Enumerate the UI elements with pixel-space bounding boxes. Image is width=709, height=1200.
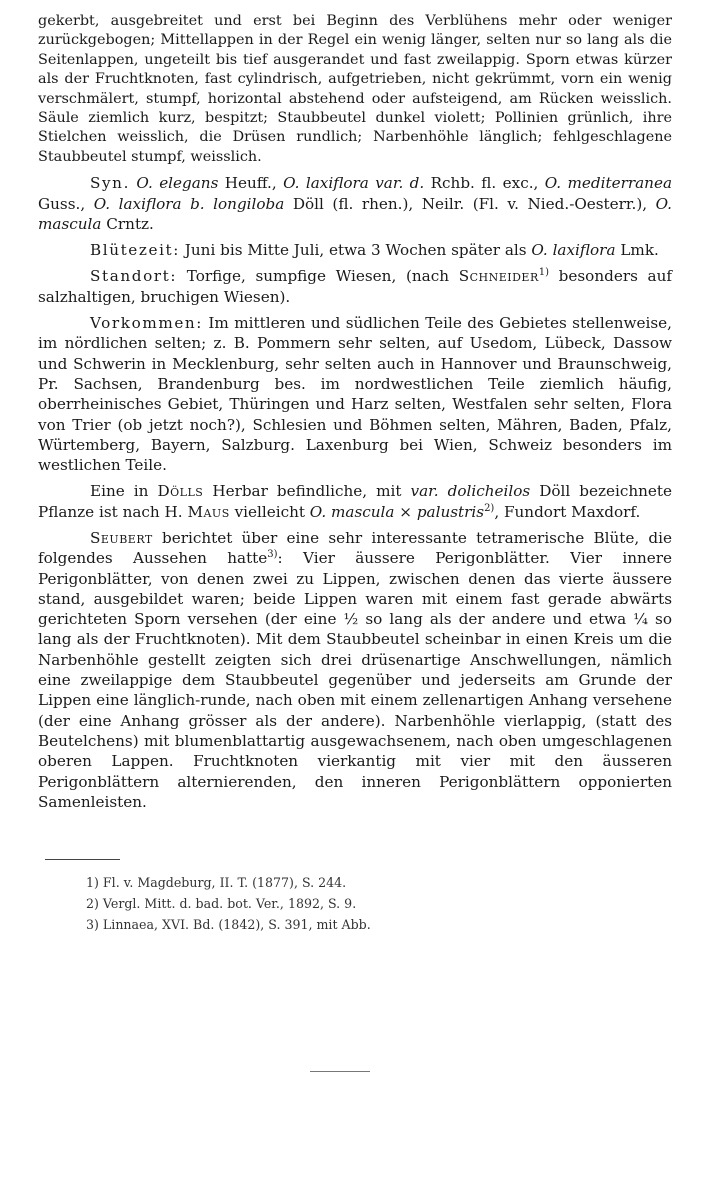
footnote-2: 2) Vergl. Mitt. d. bad. bot. Ver., 1892, S. 9. xyxy=(86,896,357,911)
flowering-end: Lmk. xyxy=(615,241,659,260)
herbarium-paragraph xyxy=(38,481,672,522)
synonym-text: Heuff., xyxy=(218,174,284,193)
footnote-ref: 1) xyxy=(538,267,549,279)
synonym-text: Guss., xyxy=(38,194,94,213)
footnote-1: 1) Fl. v. Magdeburg, II. T. (1877), S. 244. xyxy=(86,875,347,890)
occurrence-paragraph xyxy=(38,313,672,475)
habitat-label: Standort: xyxy=(90,267,178,286)
footnote-3: 3) Linnaea, XVI. Bd. (1842), S. 391, mit Abb. xyxy=(86,917,371,932)
herbarium-text: Herbar befindliche, mit xyxy=(203,482,411,501)
herbarium-text: Eine in xyxy=(90,482,158,501)
synonym-text: Rchb. fl. exc., xyxy=(424,174,545,193)
flowering-label: Blütezeit: xyxy=(90,241,180,260)
flowering-paragraph xyxy=(38,240,672,260)
synonym-text: Döll (fl. rhen.), Neilr. (Fl. v. Nied.-Oesterr.), xyxy=(284,194,656,213)
herbarium-text: , Fundort Maxdorf. xyxy=(494,502,641,521)
seubert-text: : Vier äussere Perigonblätter. Vier innere Perigonblätter, von denen zwei zu Lippen, zwischen denen das vierte äussere stand, ausgebildet waren; beide Lippen waren mit einem fast gerade abwärts gerichteten Sporn versehen (der eine ½ so lang als der andere und etwa ¼ so lang als der Fruchtknoten). Mit dem Staubbeutel scheinbar in einen Kreis um die Narbenhöhle gestellt zeigten sich drei drüsenartige Anschwellungen, nämlich eine zweilappige dem Staubbeutel gegenüber und jederseits am Grunde der Lippen eine länglich-runde, nach oben mit einem zellenartigen Anhang versehene (der eine Anhang grösser als der andere). Narbenhöhle vierlappig, (statt des Beutelchens) mit blumenblattartig ausgewachsenem, nach oben umgeschlagenen oberen Lappen. Fruchtknoten vierkantig mit vier mit den äusseren Perigonblättern alternierenden, den inneren Perigonblättern opponierten Samenleisten. xyxy=(38,549,672,811)
synonym-text: Crntz. xyxy=(101,214,154,233)
author-name: Maus xyxy=(187,502,230,521)
author-name: Dölls xyxy=(157,482,204,501)
author-name: Schneider xyxy=(458,267,539,286)
description-paragraph: gekerbt, ausgebreitet und erst bei Beginn des Verblühens mehr oder weniger zurückgebogen; Mittellappen in der Regel ein wenig länger, selten nur so lang als die Seitenlappen, ungeteilt bis tief ausgerandet und fast zweilappig. Sporn etwas kürzer als der Fruchtknoten, fast cylindrisch, aufgetrieben, nicht gekrümmt, vorn ein wenig verschmälert, stumpf, horizontal abstehend oder aufsteigend, am Rücken weisslich. Säule ziemlich kurz, bespitzt; Staubbeutel dunkel violett; Pollinien grünlich, ihre Stielchen weisslich, die Drüsen rundlich; Narbenhöhle länglich; fehlgeschlagene Staubbeutel stumpf, weisslich. xyxy=(38,13,672,165)
synonym-name: O. elegans xyxy=(136,174,219,193)
end-divider xyxy=(310,1071,370,1072)
footnote-divider xyxy=(45,859,120,860)
hybrid-name: O. mascula × palustris xyxy=(309,502,485,521)
synonym-name: O. laxiflora var. d. xyxy=(283,174,425,193)
synonyms-paragraph xyxy=(38,173,672,234)
footnotes xyxy=(86,872,666,935)
main-text xyxy=(38,12,672,812)
herbarium-text: Döll bezeichnete Pflanze ist nach H. xyxy=(38,482,672,521)
occurrence-text: Im mittleren und südlichen Teile des Gebietes stellenweise, im nördlichen selten; z. B. Pommern sehr selten, auf Usedom, Lübeck, Dassow und Schwerin in Mecklenburg, sehr selten auch in Hannover und Braunschweig, Pr. Sachsen, Brandenburg bes. im nordwestlichen Teile ziemlich häufig, oberrheinisches Gebiet, Thüringen und Harz selten, Westfalen sehr selten, Flora von Trier (ob jetzt noch?), Schlesien und Böhmen selten, Mähren, Baden, Pfalz, Würtemberg, Bayern, Salzburg. Laxenburg bei Wien, Schweiz besonders im westlichen Teile. xyxy=(38,314,672,475)
herbarium-text: vielleicht xyxy=(229,502,310,521)
footnote-ref: 3) xyxy=(267,549,278,561)
synonym-name: O. laxiflora b. longiloba xyxy=(93,194,285,213)
flowering-text: Juni bis Mitte Juli, etwa 3 Wochen später als xyxy=(179,241,532,260)
occurrence-label: Vorkommen: xyxy=(90,314,204,333)
species-name: O. laxiflora xyxy=(531,241,616,260)
author-name: Seubert xyxy=(90,529,153,547)
synonym-name: O. mascula xyxy=(38,194,673,233)
variety-name: var. dolicheilos xyxy=(410,482,531,501)
synonyms-label: Syn. xyxy=(90,174,130,193)
seubert-text: berichtet über eine sehr interessante tetramerische Blüte, die folgendes Aussehen hatte xyxy=(38,529,672,568)
habitat-end: besonders auf salzhaltigen, bruchigen Wiesen). xyxy=(38,267,673,306)
footnote-ref: 2) xyxy=(484,502,495,514)
habitat-paragraph xyxy=(38,266,672,307)
seubert-paragraph xyxy=(38,528,672,812)
synonym-name: O. mediterranea xyxy=(544,174,672,193)
habitat-text: Torfige, sumpfige Wiesen, (nach xyxy=(177,267,459,286)
